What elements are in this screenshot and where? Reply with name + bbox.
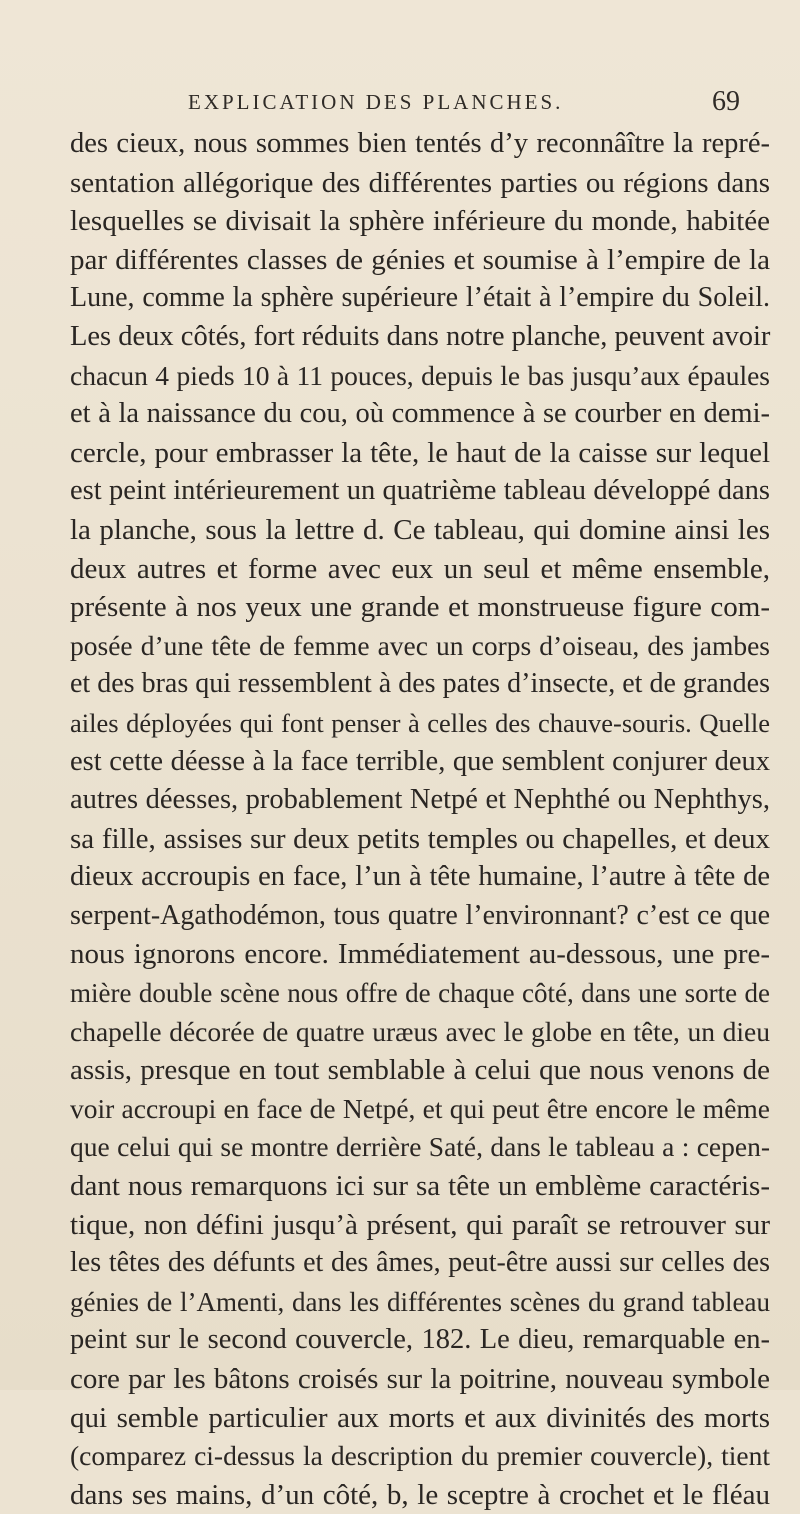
text-line: peint sur le second couvercle, 182. Le dieu, remarquable en- <box>70 1324 770 1356</box>
text-line: deux autres et forme avec eux un seul et même ensemble, <box>70 552 770 585</box>
text-line: dieux accroupis en face, l’un à tête humaine, l’autre à tête de <box>70 861 770 893</box>
text-line: tique, non défini jusqu’à présent, qui paraît se retrouver sur <box>70 1208 770 1241</box>
text-line: chapelle décorée de quatre uræus avec le globe en tête, un dieu <box>70 1015 770 1047</box>
text-line: core par les bâtons croisés sur la poitrine, nouveau symbole <box>70 1363 770 1395</box>
text-line: posée d’une tête de femme avec un corps d’oiseau, des jambes <box>70 629 770 661</box>
text-line: est peint intérieurement un quatrième tableau développé dans <box>70 475 770 507</box>
text-line: Les deux côtés, fort réduits dans notre planche, peuvent avoir <box>70 320 771 352</box>
text-line: cercle, pour embrasser la tête, le haut de la caisse sur lequel <box>70 436 770 469</box>
text-line: que celui qui se montre derrière Saté, dans le tableau a : cepen- <box>70 1131 770 1163</box>
page-number: 69 <box>712 86 740 117</box>
text-line: Lune, comme la sphère supérieure l’était à l’empire du Soleil. <box>70 282 770 314</box>
text-line: la planche, sous la lettre d. Ce tableau, qui domine ainsi les <box>70 513 770 546</box>
running-title: EXPLICATION DES PLANCHES. <box>188 90 564 114</box>
text-line: dans ses mains, d’un côté, b, le sceptre à crochet et le fléau <box>70 1478 770 1511</box>
text-line: (comparez ci-dessus la description du premier couvercle), tient <box>70 1440 770 1472</box>
text-line: les têtes des défunts et des âmes, peut-être aussi sur celles des <box>70 1247 770 1279</box>
text-line: nous ignorons encore. Immédiatement au-dessous, une pre- <box>70 938 770 971</box>
page-header <box>0 86 800 126</box>
text-line: qui semble particulier aux morts et aux divinités des morts <box>70 1401 770 1434</box>
text-line: présente à nos yeux une grande et monstrueuse figure com- <box>70 591 770 624</box>
text-line: lesquelles se divisait la sphère inférieure du monde, habitée <box>70 205 770 238</box>
text-line: sa fille, assises sur deux petits temples ou chapelles, et deux <box>70 822 770 855</box>
body-text <box>70 125 770 1514</box>
text-line: sentation allégorique des différentes parties ou régions dans <box>70 166 770 199</box>
text-line: est cette déesse à la face terrible, que semblent conjurer deux <box>70 745 770 777</box>
text-line: dant nous remarquons ici sur sa tête un emblème caractéris- <box>70 1170 770 1203</box>
text-line: génies de l’Amenti, dans les différentes scènes du grand tableau <box>70 1286 770 1317</box>
text-line: voir accroupi en face de Netpé, et qui peut être encore le même <box>70 1092 770 1124</box>
text-line: assis, presque en tout semblable à celui que nous venons de <box>70 1054 770 1087</box>
text-line: par différentes classes de génies et soumise à l’empire de la <box>70 243 770 276</box>
text-line: et à la naissance du cou, où commence à se courber en demi- <box>70 398 770 430</box>
text-line: chacun 4 pieds 10 à 11 pouces, depuis le bas jusqu’aux épaules <box>70 359 770 391</box>
text-line: mière double scène nous offre de chaque côté, dans une sorte de <box>70 978 770 1009</box>
text-line: ailes déployées qui font penser à celles des chauve-souris. Quelle <box>70 707 770 738</box>
text-line: et des bras qui ressemblent à des pates d’insecte, et de grandes <box>70 668 770 700</box>
text-line: des cieux, nous sommes bien tentés d’y reconnâître la repré- <box>70 128 770 159</box>
text-line: serpent-Agathodémon, tous quatre l’environnant? c’est ce que <box>70 899 770 931</box>
text-line: autres déesses, probablement Netpé et Nephthé ou Nephthys, <box>70 784 770 816</box>
